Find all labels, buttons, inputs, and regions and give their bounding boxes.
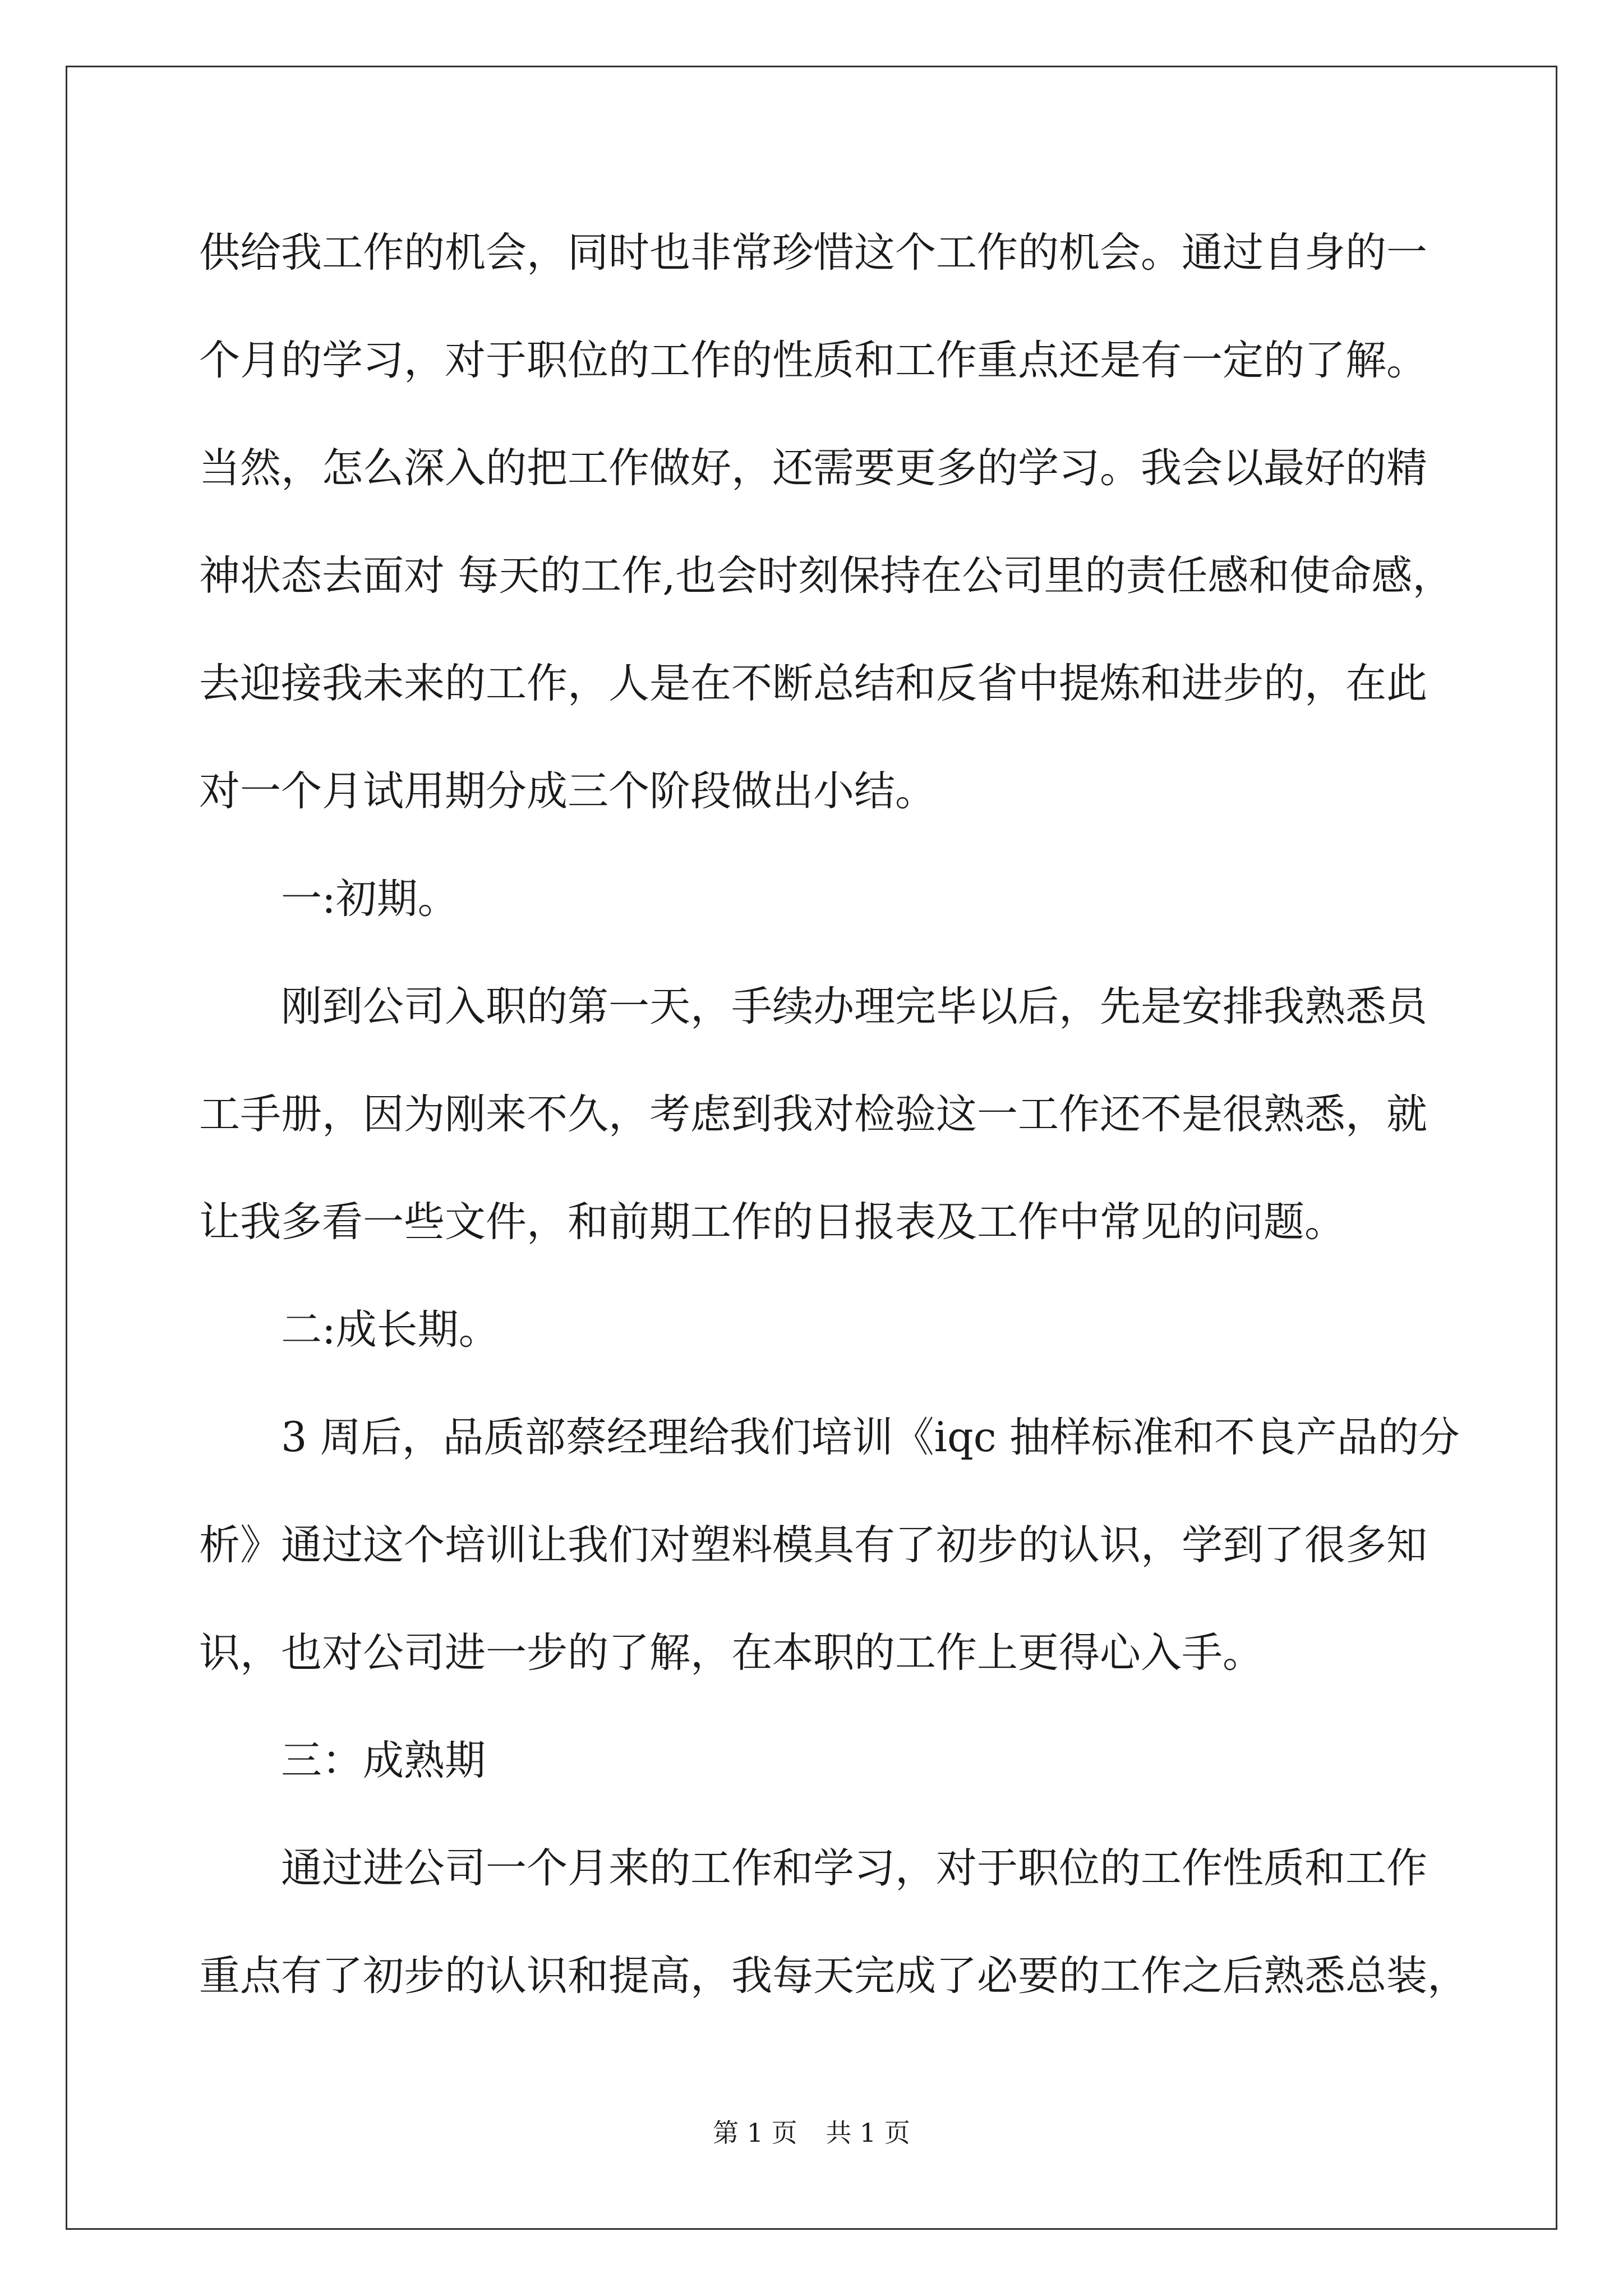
document-body — [199, 199, 1468, 2030]
text-line-8: 刚到公司入职的第一天，手续办理完毕以后，先是安排我熟悉员 — [281, 983, 1427, 1030]
text-line-14: 识，也对公司进一步的了解，在本职的工作上更得心入手。 — [199, 1629, 1264, 1677]
text-line-5: 去迎接我未来的工作，人是在不断总结和反省中提炼和进步的，在此 — [199, 660, 1427, 707]
text-line-1: 供给我工作的机会，同时也非常珍惜这个工作的机会。通过自身的一 — [199, 229, 1427, 277]
text-line-12: 3 周后，品质部蔡经理给我们培训《iqc 抽样标准和不良产品的分 — [281, 1414, 1460, 1461]
section-heading-early: 一:初期。 — [281, 875, 459, 923]
text-line-3: 当然，怎么深入的把工作做好，还需要更多的学习。我会以最好的精 — [199, 444, 1427, 492]
section-heading-mature: 三：成熟期 — [281, 1737, 486, 1784]
page-total: 共 1 页 — [826, 2118, 910, 2148]
section-heading-growth: 二:成长期。 — [281, 1306, 500, 1354]
text-line-6: 对一个月试用期分成三个阶段做出小结。 — [199, 767, 936, 815]
page-number: 第 1 页 — [713, 2118, 797, 2148]
text-line-13: 析》通过这个培训让我们对塑料模具有了初步的认识，学到了很多知 — [199, 1521, 1427, 1569]
page-footer — [0, 2116, 1623, 2150]
text-line-10: 让我多看一些文件，和前期工作的日报表及工作中常见的问题。 — [199, 1198, 1345, 1246]
text-line-2: 个月的学习，对于职位的工作的性质和工作重点还是有一定的了解。 — [199, 337, 1427, 384]
text-line-17: 重点有了初步的认识和提高，我每天完成了必要的工作之后熟悉总装， — [199, 1952, 1468, 2000]
text-line-16: 通过进公司一个月来的工作和学习，对于职位的工作性质和工作 — [281, 1844, 1427, 1892]
text-line-4: 神状态去面对 每天的工作,也会时刻保持在公司里的责任感和使命感， — [199, 552, 1454, 600]
text-line-9: 工手册，因为刚来不久，考虑到我对检验这一工作还不是很熟悉，就 — [199, 1091, 1427, 1138]
